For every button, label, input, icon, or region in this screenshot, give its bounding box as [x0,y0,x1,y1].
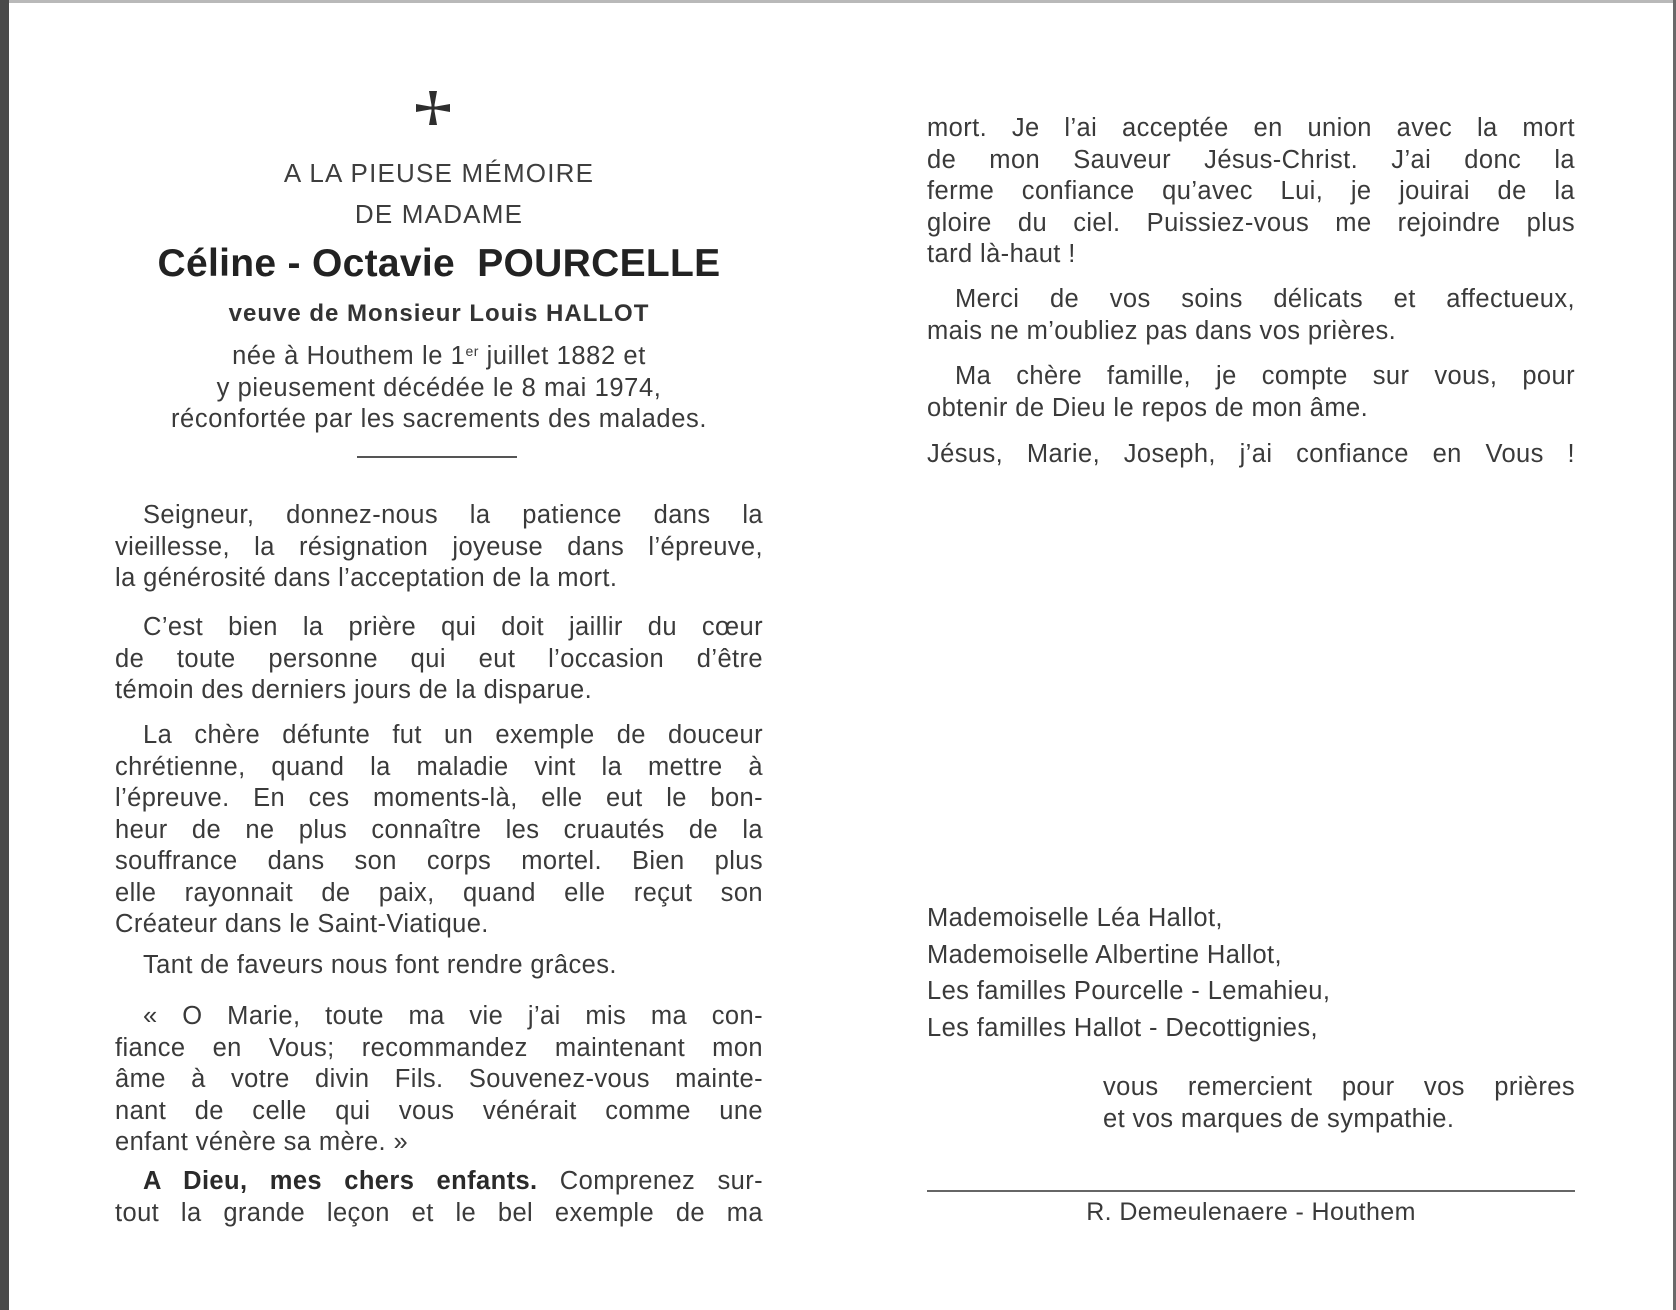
text-line: l’épreuve. En ces moments-là, elle eut le bon- [115,784,763,812]
footer-divider [927,1190,1575,1192]
text-line: fiance en Vous; recommandez maintenant mon [115,1033,763,1062]
right-paragraph [927,361,1575,424]
text-line: de toute personne qui eut l’occasion d’être [115,644,763,673]
text-line: enfant vénère sa mère. » [115,1128,409,1156]
right-paragraph [927,284,1575,347]
text-line: ferme confiance qu’avec Lui, je jouirai de la [927,177,1575,205]
text-line: Ma chère famille, je compte sur vous, pour [955,362,1575,390]
text-line: C’est bien la prière qui doit jaillir du cœur [143,613,763,641]
birth-text: née à Houthem le 1 [232,342,466,370]
deceased-name: Céline - Octavie POURCELLE [157,242,721,285]
text-line: obtenir de Dieu le repos de mon âme. [927,393,1369,422]
thanks-line: et vos marques de sympathie. [1103,1104,1455,1133]
text-line: gloire du ciel. Puissiez-vous me rejoindre plus [927,208,1575,237]
text-line: heur de ne plus connaître les cruautés de la [115,815,763,844]
card-border-left [0,0,9,1310]
left-paragraph [115,720,763,941]
death-line: y pieusement décédée le 8 mai 1974, [216,373,662,402]
widow-of: veuve de Monsieur Louis HALLOT [228,300,650,327]
family-member: Mademoiselle Léa Hallot, [927,904,1223,932]
text-line: de mon Sauveur Jésus-Christ. J’ai donc la [927,145,1575,174]
family-member: Les familles Pourcelle - Lemahieu, [927,977,1331,1005]
farewell-bold: A Dieu, mes chers enfants. [143,1167,538,1195]
left-paragraph [115,612,763,707]
sacraments-line: réconfortée par les sacrements des malades. [170,405,708,433]
left-paragraph [115,950,763,982]
text-line: nant de celle qui vous vénérait comme une [115,1096,763,1125]
birth-text-end: juillet 1882 et [478,342,646,370]
text-line: mort. Je l’ai acceptée en union avec la mort [927,114,1575,142]
family-list [927,900,1575,1046]
left-paragraph [115,500,763,595]
text-line: La chère défunte fut un exemple de douceur [143,721,763,749]
printer-credit: R. Demeulenaere - Houthem [1086,1198,1416,1226]
text-line: témoin des derniers jours de la disparue. [115,676,593,704]
family-member: Les familles Hallot - Decottignies, [927,1013,1318,1042]
memorial-heading: A LA PIEUSE MÉMOIRE [283,158,595,188]
cross-pattee-icon [416,91,450,125]
thanks-block [1103,1072,1575,1135]
text-line: Tant de faveurs nous font rendre grâces. [143,951,617,979]
text-line: A Dieu, mes chers enfants. Comprenez sur- [143,1167,763,1195]
text-line: Créateur dans le Saint-Viatique. [115,910,489,938]
memorial-subheading: DE MADAME [354,199,524,229]
text-line: elle rayonnait de paix, quand elle reçut son [115,878,763,907]
family-member: Mademoiselle Albertine Hallot, [927,940,1283,969]
right-paragraph [927,439,1575,471]
card-border-top [9,0,1676,3]
text-line: vieillesse, la résignation joyeuse dans l’épreuve, [115,532,763,561]
ordinal-suffix: er [465,343,479,359]
thanks-line: vous remercient pour vos prières [1103,1073,1575,1101]
text-line: âme à votre divin Fils. Souvenez-vous mainte- [115,1065,763,1093]
text-line: tout la grande leçon et le bel exemple de ma [115,1198,763,1227]
text-line: tard là-haut ! [927,240,1076,268]
text-line: « O Marie, toute ma vie j’ai mis ma con- [143,1002,763,1030]
text-line: chrétienne, quand la maladie vint la mettre à [115,752,763,781]
text-line: Merci de vos soins délicats et affectueux, [955,285,1575,313]
text-line: la générosité dans l’acceptation de la mort. [115,564,618,592]
right-paragraph [927,113,1575,271]
left-paragraph [115,1001,763,1159]
birth-line [115,336,763,373]
text-line: souffrance dans son corps mortel. Bien plus [115,847,763,875]
text-line: Seigneur, donnez-nous la patience dans la [143,501,763,529]
life-dates [115,336,763,436]
text-line: mais ne m’oubliez pas dans vos prières. [927,316,1397,345]
header-divider [357,456,517,458]
text-line: Jésus, Marie, Joseph, j’ai confiance en Vous ! [927,440,1575,468]
farewell-paragraph [115,1166,763,1229]
